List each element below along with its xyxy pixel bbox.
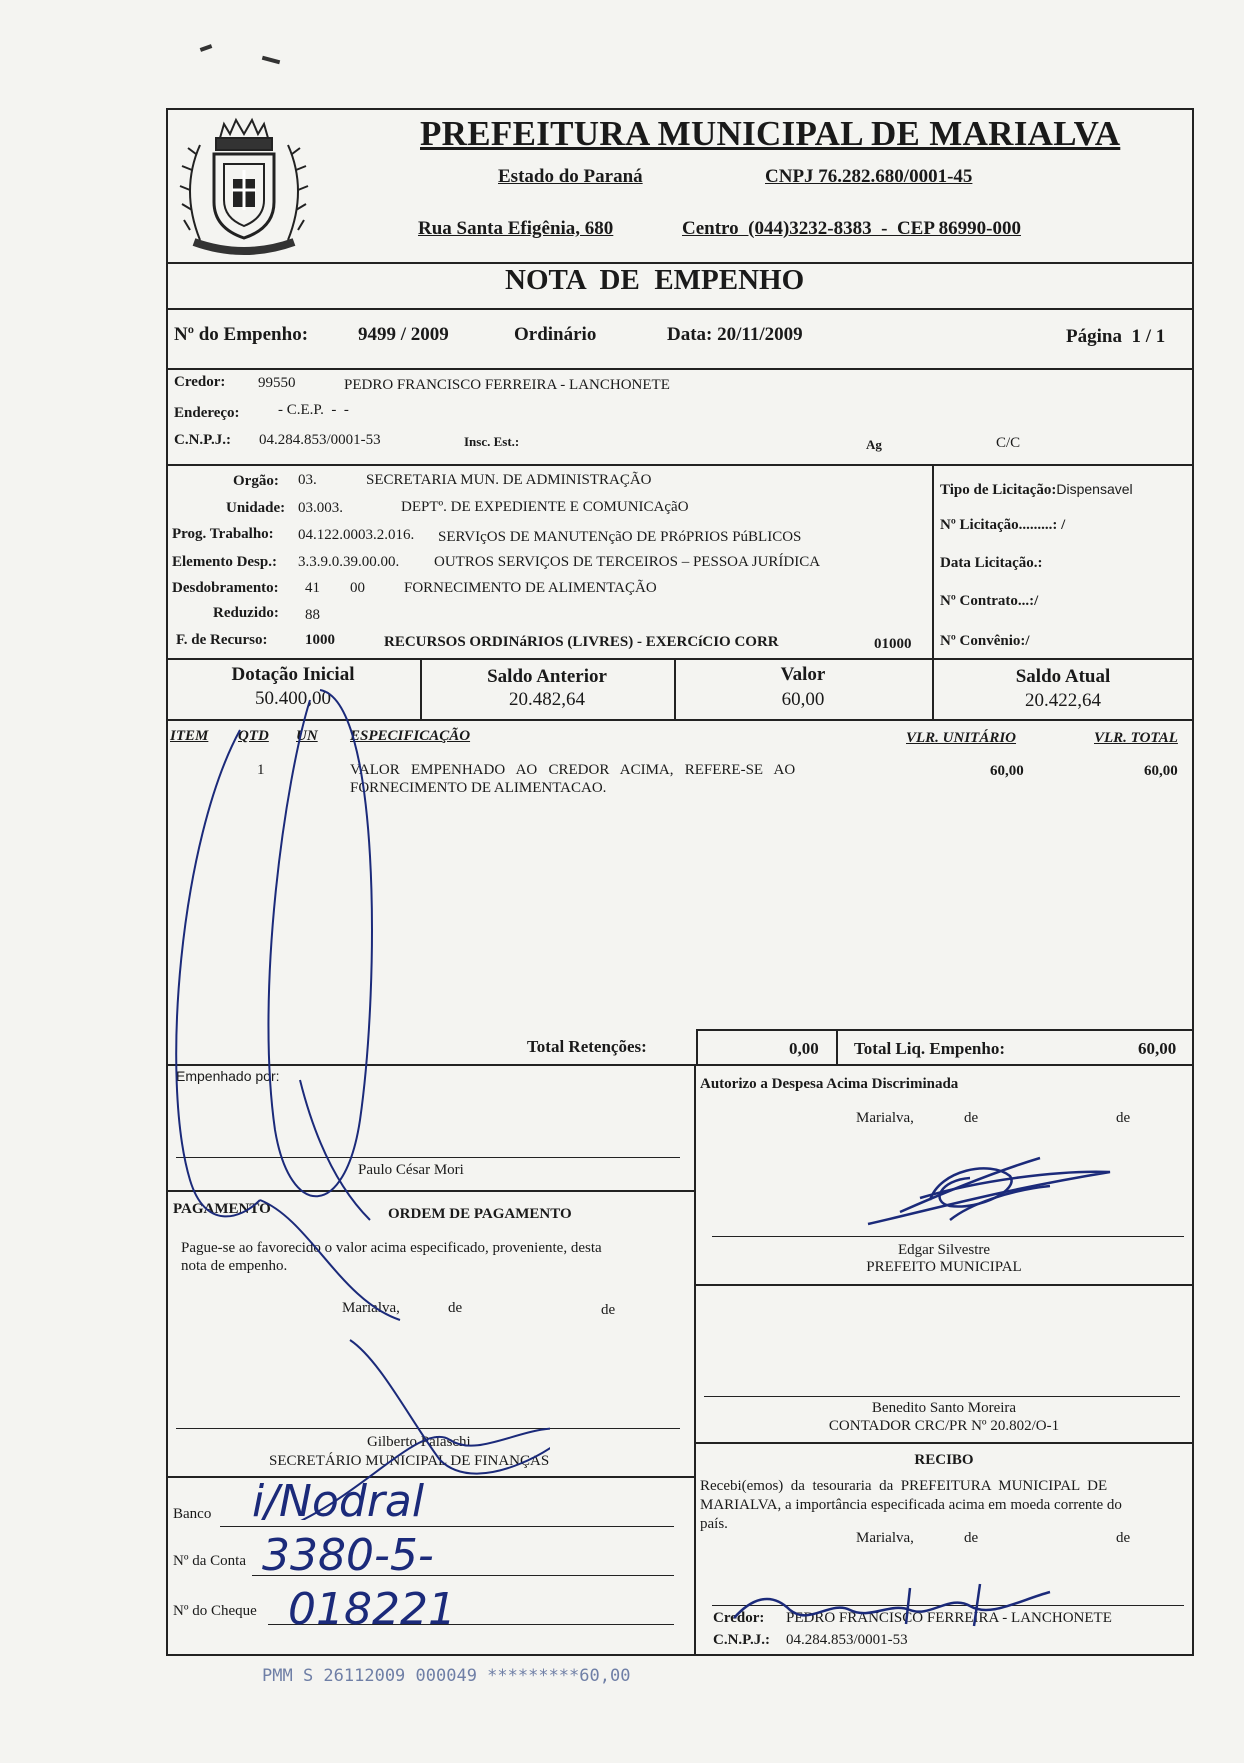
empenho-label: Nº do Empenho: — [174, 324, 309, 345]
recibo-cnpj-label: C.N.P.J.: — [713, 1632, 770, 1648]
cc-label: C/C — [996, 435, 1021, 451]
pagamento-text-line1: Pague-se ao favorecido o valor acima especificado, proveniente, desta — [181, 1240, 602, 1256]
total-retencoes-value: 0,00 — [789, 1039, 819, 1058]
num-convenio: Nº Convênio:/ — [940, 633, 1030, 649]
recibo-text-line1: Recebi(emos) da tesouraria da PREFEITURA MUNICIPAL DE — [700, 1478, 1108, 1494]
unidade-code: 03.003. — [298, 500, 343, 516]
empenho-page: Página 1 / 1 — [1066, 326, 1166, 347]
autorizo-de1: de — [964, 1110, 979, 1126]
cheque-handwritten: 018221 — [288, 1584, 456, 1635]
recurso-label: F. de Recurso: — [176, 632, 268, 648]
col-especificacao: ESPECIFICAÇÃO — [350, 728, 471, 744]
desdobramento-label: Desdobramento: — [172, 580, 279, 596]
recibo-de1: de — [964, 1530, 979, 1546]
pagamento-name: Gilberto Palaschi — [367, 1434, 471, 1450]
recibo-cnpj-value: 04.284.853/0001-53 — [786, 1632, 908, 1648]
prog-label: Prog. Trabalho: — [172, 526, 274, 542]
autorizo-role: PREFEITO MUNICIPAL — [866, 1259, 1022, 1275]
prog-code: 04.122.0003.2.016. — [298, 527, 415, 543]
reduzido-value: 88 — [305, 607, 320, 623]
elemento-code: 3.3.9.0.39.00.00. — [298, 554, 400, 570]
header-contact: Centro (044)3232-8383 - CEP 86990-000 — [682, 218, 1021, 239]
tipo-licitacao-text: Tipo de Licitação: — [940, 482, 1057, 498]
ag-label: Ag — [866, 437, 882, 452]
item-vlr-unitario: 60,00 — [990, 763, 1024, 779]
contador-name: Benedito Santo Moreira — [871, 1400, 1017, 1416]
orgao-value: SECRETARIA MUN. DE ADMINISTRAÇÃO — [366, 472, 652, 488]
unidade-label: Unidade: — [226, 500, 286, 516]
credor-label: Credor: — [174, 374, 226, 390]
item-especificacao-line2: FORNECIMENTO DE ALIMENTACAO. — [350, 780, 607, 796]
cnpj-value: 04.284.853/0001-53 — [259, 432, 381, 448]
item-qtd: 1 — [257, 762, 265, 778]
recurso-code: 1000 — [305, 632, 335, 648]
pagamento-place: Marialva, — [342, 1300, 400, 1316]
dotacao-label: Dotação Inicial — [231, 664, 355, 685]
item-especificacao-line1: VALOR EMPENHADO AO CREDOR ACIMA, REFERE-SE AO — [350, 762, 796, 778]
elemento-value: OUTROS SERVIÇOS DE TERCEIROS – PESSOA JURÍDICA — [434, 554, 821, 570]
empenhado-label: Empenhado por: — [176, 1068, 280, 1084]
header-title: PREFEITURA MUNICIPAL DE MARIALVA — [420, 114, 1121, 153]
recibo-credor-label: Credor: — [713, 1610, 765, 1626]
elemento-label: Elemento Desp.: — [172, 554, 277, 570]
coat-of-arms-icon — [170, 110, 318, 258]
autorizo-place: Marialva, — [856, 1110, 914, 1126]
num-licitacao: Nº Licitação.........: / — [940, 517, 1066, 533]
payment-stamp: PMM S 26112009 000049 *********60,00 — [262, 1666, 631, 1686]
total-liq-label: Total Liq. Empenho: — [854, 1039, 1005, 1058]
total-liq-value: 60,00 — [1138, 1039, 1177, 1058]
col-vlr-unitario: VLR. UNITÁRIO — [906, 730, 1017, 746]
autorizo-name: Edgar Silvestre — [897, 1242, 991, 1258]
pagamento-label: PAGAMENTO — [173, 1201, 271, 1217]
recurso-code2: 01000 — [874, 636, 912, 652]
document-title: NOTA DE EMPENHO — [505, 264, 805, 296]
item-vlr-total: 60,00 — [1144, 763, 1178, 779]
col-qtd: QTD — [238, 728, 269, 744]
pagamento-role: SECRETÁRIO MUNICIPAL DE FINANÇAS — [269, 1453, 550, 1469]
tipo-licitacao-label — [940, 481, 1133, 499]
contador-role: CONTADOR CRC/PR Nº 20.802/O-1 — [828, 1418, 1060, 1434]
ordem-pagamento-label: ORDEM DE PAGAMENTO — [388, 1206, 572, 1222]
pagamento-de1: de — [448, 1300, 463, 1316]
autorizo-de2: de — [1116, 1110, 1131, 1126]
total-retencoes-label: Total Retenções: — [527, 1037, 647, 1056]
scan-mark — [200, 44, 213, 52]
conta-label: Nº da Conta — [173, 1553, 246, 1569]
scan-mark — [262, 56, 280, 65]
data-licitacao: Data Licitação.: — [940, 555, 1043, 571]
conta-handwritten: 3380-5- — [262, 1530, 434, 1581]
saldo-anterior-label: Saldo Anterior — [487, 666, 607, 687]
recibo-text-line3: país. — [700, 1516, 728, 1532]
pagamento-text-line2: nota de empenho. — [181, 1258, 288, 1274]
prog-value: SERVIçOS DE MANUTENçãO DE PRóPRIOS PúBLICOS — [438, 529, 802, 545]
header-cnpj: CNPJ 76.282.680/0001-45 — [765, 166, 973, 187]
saldo-atual-value: 20.422,64 — [1025, 690, 1101, 711]
header-state: Estado do Paraná — [498, 166, 643, 187]
credor-name: PEDRO FRANCISCO FERREIRA - LANCHONETE — [344, 377, 670, 393]
unidade-value: DEPTº. DE EXPEDIENTE E COMUNICAçãO — [401, 499, 689, 515]
reduzido-label: Reduzido: — [213, 605, 279, 621]
tipo-licitacao-value: Dispensavel — [1056, 481, 1133, 497]
dotacao-value: 50.400,00 — [255, 688, 331, 709]
num-contrato: Nº Contrato...:/ — [940, 593, 1039, 609]
recibo-place: Marialva, — [856, 1530, 914, 1546]
valor-value: 60,00 — [781, 689, 825, 710]
col-vlr-total: VLR. TOTAL — [1094, 730, 1178, 746]
orgao-label: Orgão: — [233, 473, 279, 489]
cheque-label: Nº do Cheque — [173, 1603, 257, 1619]
autorizo-label: Autorizo a Despesa Acima Discriminada — [700, 1076, 959, 1092]
desdobramento-code2: 00 — [350, 580, 365, 596]
desdobramento-value: FORNECIMENTO DE ALIMENTAÇÃO — [404, 580, 657, 596]
saldo-atual-label: Saldo Atual — [1015, 666, 1111, 687]
saldo-anterior-value: 20.482,64 — [509, 689, 585, 710]
recibo-de2: de — [1116, 1530, 1131, 1546]
recibo-credor-name: PEDRO FRANCISCO FERREIRA - LANCHONETE — [786, 1610, 1112, 1626]
recibo-text-line2: MARIALVA, a importância especificada acima em moeda corrente do — [700, 1497, 1122, 1513]
empenho-type: Ordinário — [514, 324, 597, 345]
pagamento-de2: de — [601, 1302, 616, 1318]
header-address: Rua Santa Efigênia, 680 — [418, 218, 614, 239]
recibo-label: RECIBO — [914, 1452, 974, 1468]
desdobramento-code1: 41 — [305, 580, 320, 596]
empenhado-name: Paulo César Mori — [358, 1162, 464, 1178]
endereco-label: Endereço: — [174, 405, 240, 421]
banco-label: Banco — [173, 1506, 212, 1522]
cnpj-label: C.N.P.J.: — [174, 432, 231, 448]
banco-handwritten: i/Nodral — [252, 1476, 425, 1527]
col-item: ITEM — [170, 728, 209, 744]
valor-label: Valor — [780, 664, 826, 685]
credor-code: 99550 — [258, 375, 296, 391]
empenho-date: Data: 20/11/2009 — [667, 324, 803, 345]
endereco-value: - C.E.P. - - — [278, 402, 349, 418]
empenho-number: 9499 / 2009 — [358, 324, 449, 345]
insc-label: Insc. Est.: — [464, 434, 520, 449]
orgao-code: 03. — [298, 472, 317, 488]
col-un: UN — [296, 728, 318, 744]
recurso-value: RECURSOS ORDINáRIOS (LIVRES) - EXERCíCIO CORR — [384, 634, 779, 650]
